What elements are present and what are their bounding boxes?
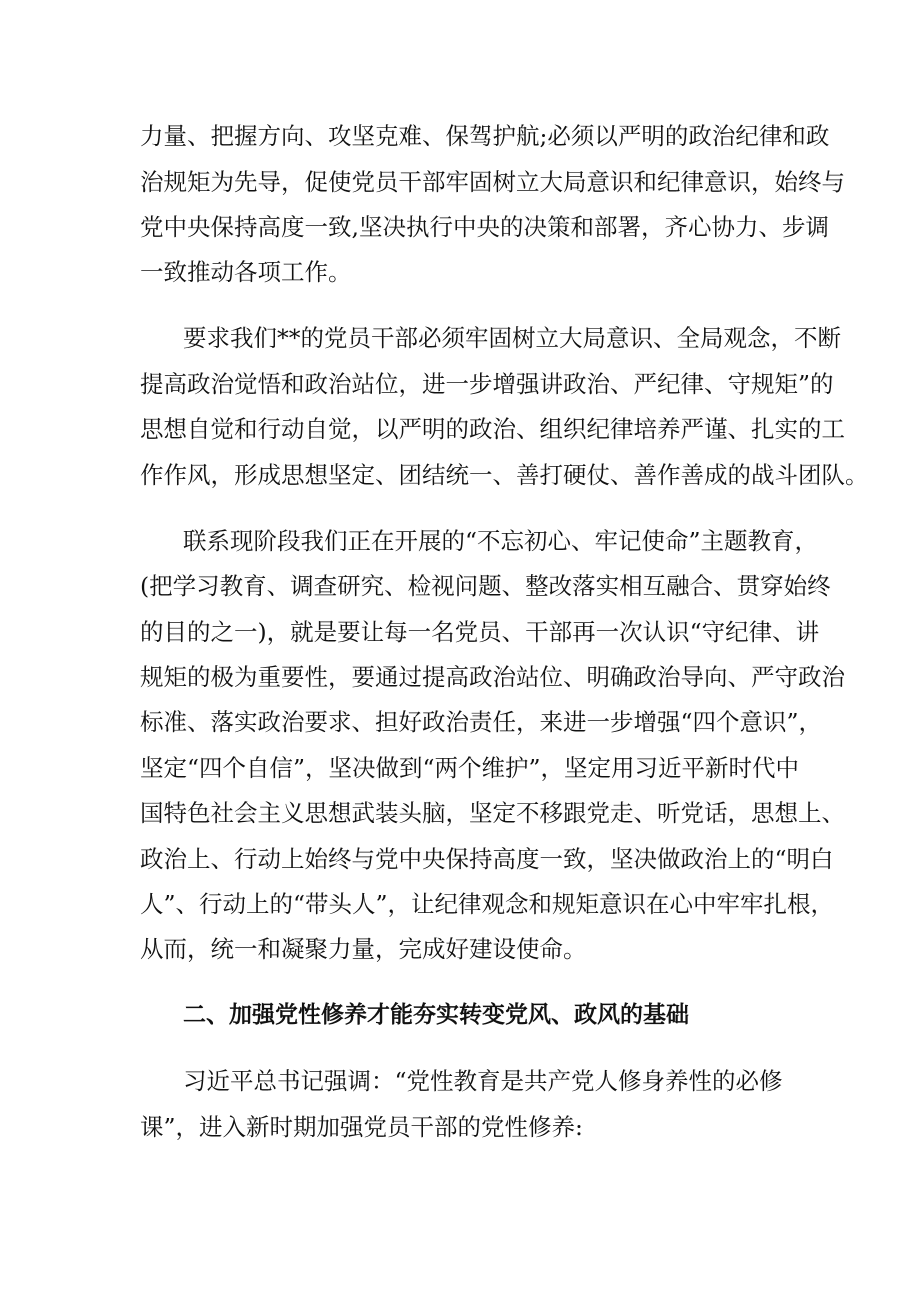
paragraph-line: 坚定“四个自信”，坚决做到“两个维护”，坚定用习近平新时代中 bbox=[140, 754, 800, 782]
paragraph-line: 国特色社会主义思想武装头脑，坚定不移跟党走、听党话，思想上、 bbox=[140, 799, 845, 827]
paragraph-line: (把学习教育、调查研究、检视问题、整改落实相互融合、贯穿始终 bbox=[140, 572, 831, 600]
paragraph-line: 联系现阶段我们正在开展的“不忘初心、牢记使命”主题教育， bbox=[183, 527, 819, 555]
paragraph-line: 人”、行动上的“带头人”，让纪律观念和规矩意识在心中牢牢扎根， bbox=[140, 890, 835, 918]
paragraph-line: 习近平总书记强调：“党性教育是共产党人修身养性的必修 bbox=[183, 1067, 783, 1095]
paragraph-line: 治规矩为先导，促使党员干部牢固树立大局意识和纪律意识，始终与 bbox=[140, 168, 845, 196]
paragraph-line: 一致推动各项工作。 bbox=[140, 258, 352, 286]
paragraph-line: 标准、落实政治要求、担好政治责任，来进一步增强“四个意识”， bbox=[140, 708, 823, 736]
section-heading: 二、加强党性修养才能夯实转变党风、政风的基础 bbox=[183, 1002, 689, 1028]
paragraph-line: 要求我们**的党员干部必须牢固树立大局意识、全局观念，不断 bbox=[183, 324, 841, 352]
paragraph-line: 政治上、行动上始终与党中央保持高度一致，坚决做政治上的“明白 bbox=[140, 845, 834, 873]
paragraph-line: 党中央保持高度一致,坚决执行中央的决策和部署，齐心协力、步调 bbox=[140, 213, 829, 241]
paragraph-line: 作作风，形成思想坚定、团结统一、善打硬仗、善作善成的战斗团队。 bbox=[140, 461, 869, 489]
paragraph-line: 规矩的极为重要性，要通过提高政治站位、明确政治导向、严守政治 bbox=[140, 663, 845, 691]
paragraph-line: 提高政治觉悟和政治站位，进一步增强讲政治、严纪律、守规矩”的 bbox=[140, 370, 834, 398]
paragraph-line: 从而，统一和凝聚力量，完成好建设使命。 bbox=[140, 935, 587, 963]
paragraph-line: 课”，进入新时期加强党员干部的党性修养: bbox=[140, 1113, 583, 1141]
paragraph-line: 力量、把握方向、攻坚克难、保驾护航;必须以严明的政治纪律和政 bbox=[140, 122, 830, 150]
paragraph-line: 思想自觉和行动自觉，以严明的政治、组织纪律培养严谨、扎实的工 bbox=[140, 415, 845, 443]
paragraph-line: 的目的之一)，就是要让每一名党员、干部再一次认识“守纪律、讲 bbox=[140, 618, 820, 646]
